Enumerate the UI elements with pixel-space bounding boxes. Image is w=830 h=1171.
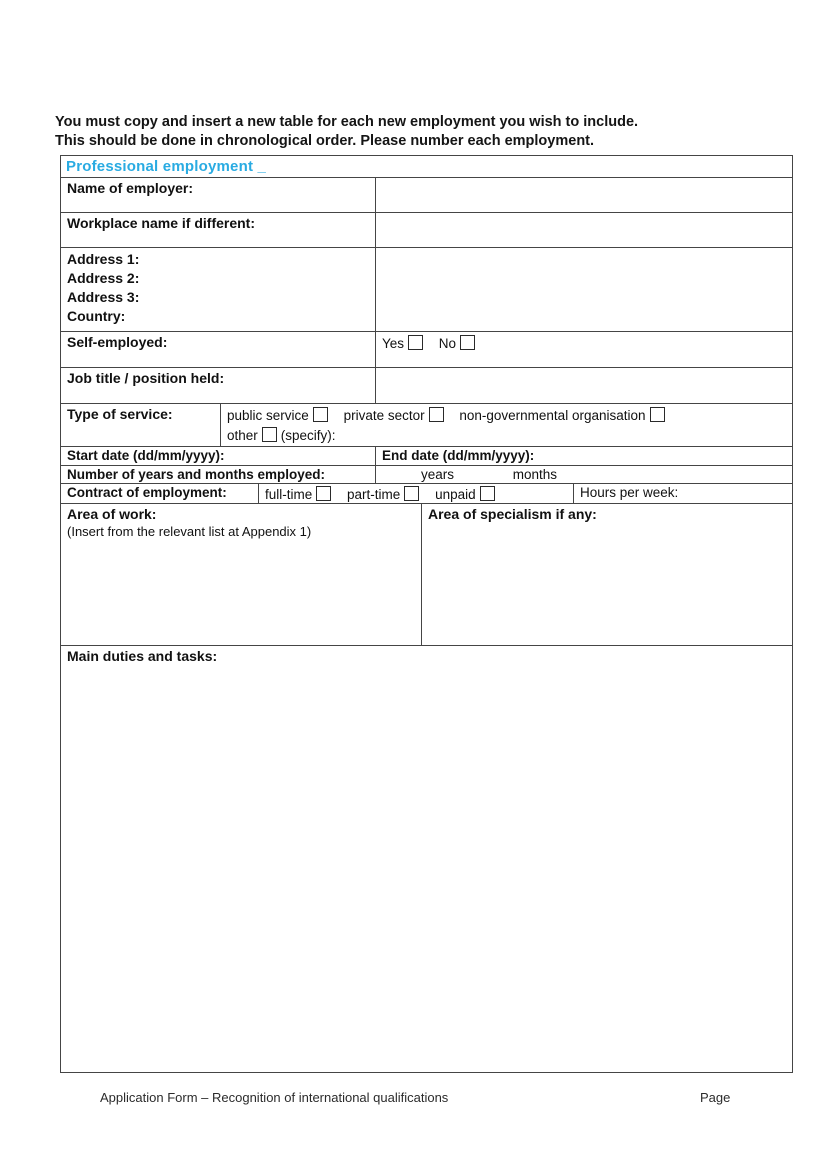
workplace-label: Workplace name if different: xyxy=(67,215,256,231)
employer-input-cell[interactable] xyxy=(376,178,792,212)
end-date-cell[interactable] xyxy=(376,447,792,465)
area-of-work-note: (Insert from the relevant list at Appendix 1) xyxy=(67,524,312,539)
self-employed-no-checkbox[interactable] xyxy=(460,335,475,350)
end-date-label: End date (dd/mm/yyyy): xyxy=(382,448,535,463)
self-employed-row xyxy=(61,332,792,368)
hours-per-week-cell[interactable] xyxy=(574,484,792,503)
job-title-input-cell[interactable] xyxy=(376,368,792,403)
area-of-work-cell[interactable] xyxy=(61,504,422,645)
self-employed-no-label: No xyxy=(438,336,457,351)
main-duties-cell[interactable] xyxy=(61,646,792,1072)
contract-options-cell xyxy=(259,484,574,503)
full-time-label: full-time xyxy=(265,487,313,502)
type-of-service-label-cell xyxy=(61,404,221,446)
public-service-option xyxy=(227,408,332,423)
address-row xyxy=(61,248,792,332)
country-label: Country: xyxy=(67,308,126,324)
private-sector-checkbox[interactable] xyxy=(429,407,444,422)
specialism-cell[interactable] xyxy=(422,504,792,645)
specify-label: (specify): xyxy=(280,428,336,443)
contract-label-cell xyxy=(61,484,259,503)
job-title-row xyxy=(61,368,792,404)
months-label: months xyxy=(512,467,558,482)
start-date-cell[interactable] xyxy=(61,447,376,465)
part-time-checkbox[interactable] xyxy=(404,486,419,501)
public-service-checkbox[interactable] xyxy=(313,407,328,422)
area-of-work-label: Area of work: xyxy=(67,506,157,522)
type-of-service-options-line xyxy=(227,406,786,426)
type-of-service-other-line xyxy=(227,426,786,446)
address-input-cell[interactable] xyxy=(376,248,792,331)
self-employed-label-cell xyxy=(61,332,376,367)
contract-label: Contract of employment: xyxy=(67,485,227,500)
address-1-label: Address 1: xyxy=(67,251,140,267)
workplace-input-cell[interactable] xyxy=(376,213,792,247)
full-time-option xyxy=(265,487,335,502)
self-employed-yes-label: Yes xyxy=(382,336,405,351)
self-employed-yes-checkbox[interactable] xyxy=(408,335,423,350)
ngo-option xyxy=(459,408,668,423)
main-duties-label: Main duties and tasks: xyxy=(67,648,218,664)
private-sector-option xyxy=(344,408,448,423)
specialism-label: Area of specialism if any: xyxy=(428,506,597,522)
table-title: Professional employment _ xyxy=(66,158,267,175)
self-employed-label: Self-employed: xyxy=(67,334,168,350)
type-of-service-label: Type of service: xyxy=(67,406,173,422)
address-label-cell xyxy=(61,248,376,331)
type-of-service-options-cell xyxy=(221,404,792,446)
address-3-label: Address 3: xyxy=(67,289,140,305)
address-2-label: Address 2: xyxy=(67,270,140,286)
self-employed-options-cell xyxy=(376,332,792,367)
self-employed-yes-option xyxy=(382,336,427,351)
intro-line-1: You must copy and insert a new table for each new employment you wish to include. xyxy=(55,113,639,130)
job-title-label-cell xyxy=(61,368,376,403)
self-employed-no-option xyxy=(439,336,479,351)
employment-table xyxy=(60,155,793,1073)
part-time-option xyxy=(347,487,423,502)
other-checkbox[interactable] xyxy=(262,427,277,442)
intro-line-2: This should be done in chronological order. Please number each employment. xyxy=(55,132,595,149)
years-months-label-cell xyxy=(61,466,376,483)
intro-text xyxy=(55,113,775,151)
main-duties-row xyxy=(61,646,792,1072)
years-months-row xyxy=(61,466,792,484)
workplace-label-cell xyxy=(61,213,376,247)
start-date-label: Start date (dd/mm/yyyy): xyxy=(67,448,225,463)
ngo-label: non-governmental organisation xyxy=(459,408,646,423)
part-time-label: part-time xyxy=(347,487,401,502)
unpaid-label: unpaid xyxy=(435,487,476,502)
private-sector-label: private sector xyxy=(343,408,425,423)
years-label: years xyxy=(421,467,455,482)
public-service-label: public service xyxy=(227,408,309,423)
employer-row xyxy=(61,178,792,213)
years-months-input-cell[interactable] xyxy=(376,466,792,483)
footer-page-label: Page xyxy=(700,1090,731,1105)
area-row xyxy=(61,504,792,646)
hours-per-week-label: Hours per week: xyxy=(580,485,679,500)
job-title-label: Job title / position held: xyxy=(67,370,225,386)
unpaid-option xyxy=(435,487,499,502)
table-header-row xyxy=(61,156,792,178)
footer-document-title: Application Form – Recognition of international qualifications xyxy=(100,1090,449,1105)
type-of-service-row xyxy=(61,404,792,447)
other-option-label: other xyxy=(227,428,258,443)
ngo-checkbox[interactable] xyxy=(650,407,665,422)
workplace-row xyxy=(61,213,792,248)
years-months-label: Number of years and months employed: xyxy=(67,467,326,482)
employer-label: Name of employer: xyxy=(67,180,194,196)
full-time-checkbox[interactable] xyxy=(316,486,331,501)
dates-row xyxy=(61,447,792,466)
employer-label-cell xyxy=(61,178,376,212)
unpaid-checkbox[interactable] xyxy=(480,486,495,501)
contract-row xyxy=(61,484,792,504)
